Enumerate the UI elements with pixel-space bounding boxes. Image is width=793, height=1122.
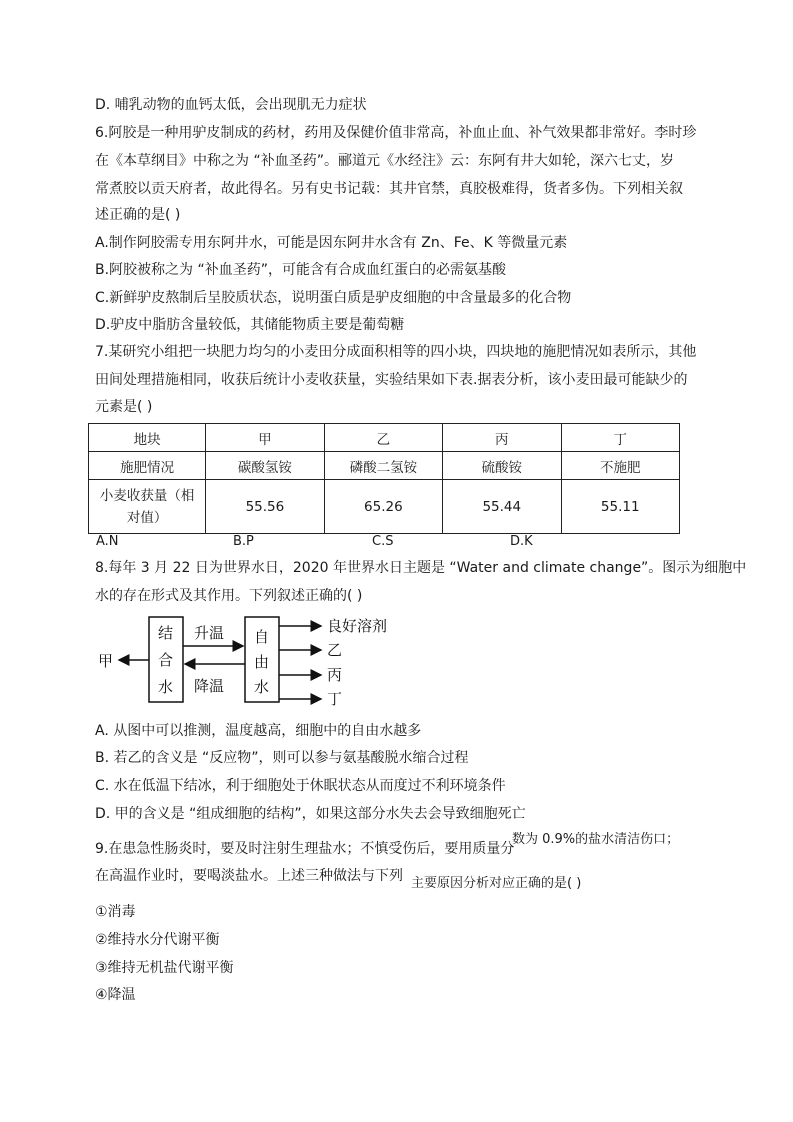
yield-label-line-2: 对值）	[126, 509, 168, 526]
table-cell: 55.56	[206, 480, 324, 534]
table-cell: 55.44	[443, 480, 561, 534]
q6-stem-line-2: 在《本草纲目》中称之为 “补血圣药”。郦道元《水经注》云：东阿有井大如轮，深六七丈，岁	[95, 153, 674, 169]
q7-option-d: D.K	[510, 534, 533, 549]
q5-option-d: D. 哺乳动物的血钙太低，会出现肌无力症状	[95, 97, 367, 113]
free-water-char-1: 自	[254, 628, 270, 646]
q9-stem-line-1a: 9.在患急性肠炎时，要及时注射生理盐水；不慎受伤后，要用质量分	[95, 841, 515, 857]
q6-stem-line-3: 常煮胶以贡天府者，故此得名。另有史书记载：其井官禁，真胶极难得，货者多伪。下列相关叙	[95, 181, 683, 197]
table-row	[89, 424, 680, 452]
q6-option-a: A.制作阿胶需专用东阿井水，可能是因东阿井水含有 Zn、Fe、K 等微量元素	[95, 235, 568, 251]
q8-stem-line-2: 水的存在形式及其作用。下列叙述正确的( )	[95, 588, 363, 604]
fertilizer-table	[88, 423, 680, 534]
free-water-char-2: 由	[254, 653, 270, 671]
water-forms-diagram	[95, 612, 415, 712]
table-cell: 施肥情况	[89, 452, 206, 480]
table-row	[89, 452, 680, 480]
cooling-label: 降温	[194, 677, 225, 695]
free-water-char-3: 水	[254, 678, 270, 696]
q6-stem-line-1: 6.阿胶是一种用驴皮制成的药材，药用及保健价值非常高，补血止血、补气效果都非常好。李时珍	[95, 125, 697, 141]
output-label-4: 丁	[327, 690, 343, 708]
q8-option-a: A. 从图中可以推测，温度越高，细胞中的自由水越多	[95, 723, 422, 739]
yield-label-line-1: 小麦收获量（相	[99, 487, 195, 504]
q9-stem-line-1b: 数为 0.9%的盐水清洁伤口；	[512, 832, 680, 847]
q7-option-b: B.P	[233, 534, 254, 549]
left-output-label: 甲	[98, 652, 114, 670]
table-header-cell: 甲	[206, 424, 324, 452]
table-cell: 磷酸二氢铵	[324, 452, 442, 480]
table-header-cell: 乙	[324, 424, 442, 452]
warming-label: 升温	[194, 624, 225, 642]
table-header-cell: 丙	[443, 424, 561, 452]
q8-stem-line-1: 8.每年 3 月 22 日为世界水日，2020 年世界水日主题是 “Water and climate change”。图示为细胞中	[95, 560, 747, 576]
q9-choice-2: ②维持水分代谢平衡	[95, 932, 220, 948]
table-header-cell: 丁	[561, 424, 680, 452]
output-label-2: 乙	[327, 641, 343, 659]
q9-choice-3: ③维持无机盐代谢平衡	[95, 960, 234, 976]
q9-stem-line-2b: 主要原因分析对应正确的是( )	[411, 876, 582, 891]
q7-stem-line-1: 7.某研究小组把一块肥力均匀的小麦田分成面积相等的四小块，四块地的施肥情况如表所示，其他	[95, 344, 697, 360]
q7-stem-line-2: 田间处理措施相同，收获后统计小麦收获量，实验结果如下表.据表分析，该小麦田最可能缺少的	[95, 372, 688, 388]
q9-choice-1: ①消毒	[95, 904, 136, 920]
table-cell: 55.11	[561, 480, 680, 534]
q8-option-c: C. 水在低温下结冰，利于细胞处于休眠状态从而度过不利环境条件	[95, 778, 506, 794]
table-cell-yield-label	[89, 480, 206, 534]
q6-stem-line-4: 述正确的是( )	[95, 207, 181, 223]
q7-option-c: C.S	[372, 534, 394, 549]
table-cell: 碳酸氢铵	[206, 452, 324, 480]
q9-choice-4: ④降温	[95, 987, 136, 1003]
table-cell: 不施肥	[561, 452, 680, 480]
bound-water-char-3: 水	[158, 678, 174, 696]
table-cell: 65.26	[324, 480, 442, 534]
q6-option-d: D.驴皮中脂肪含量较低，其储能物质主要是葡萄糖	[95, 317, 405, 333]
q6-option-c: C.新鲜驴皮熬制后呈胶质状态，说明蛋白质是驴皮细胞的中含量最多的化合物	[95, 290, 572, 306]
output-label-1: 良好溶剂	[327, 617, 388, 635]
q8-option-d: D. 甲的含义是 “组成细胞的结构”，如果这部分水失去会导致细胞死亡	[95, 806, 526, 822]
bound-water-char-2: 合	[158, 651, 174, 669]
table-header-cell: 地块	[89, 424, 206, 452]
bound-water-char-1: 结	[158, 624, 174, 642]
output-label-3: 丙	[327, 666, 343, 684]
q8-option-b: B. 若乙的含义是 “反应物”，则可以参与氨基酸脱水缩合过程	[95, 750, 469, 766]
q9-stem-line-2a: 在高温作业时，要喝淡盐水。上述三种做法与下列	[95, 868, 403, 884]
table-row	[89, 480, 680, 534]
q6-option-b: B.阿胶被称之为 “补血圣药”，可能含有合成血红蛋白的必需氨基酸	[95, 262, 507, 278]
table-cell: 硫酸铵	[443, 452, 561, 480]
q7-option-a: A.N	[96, 534, 119, 549]
q7-stem-line-3: 元素是( )	[95, 399, 153, 415]
